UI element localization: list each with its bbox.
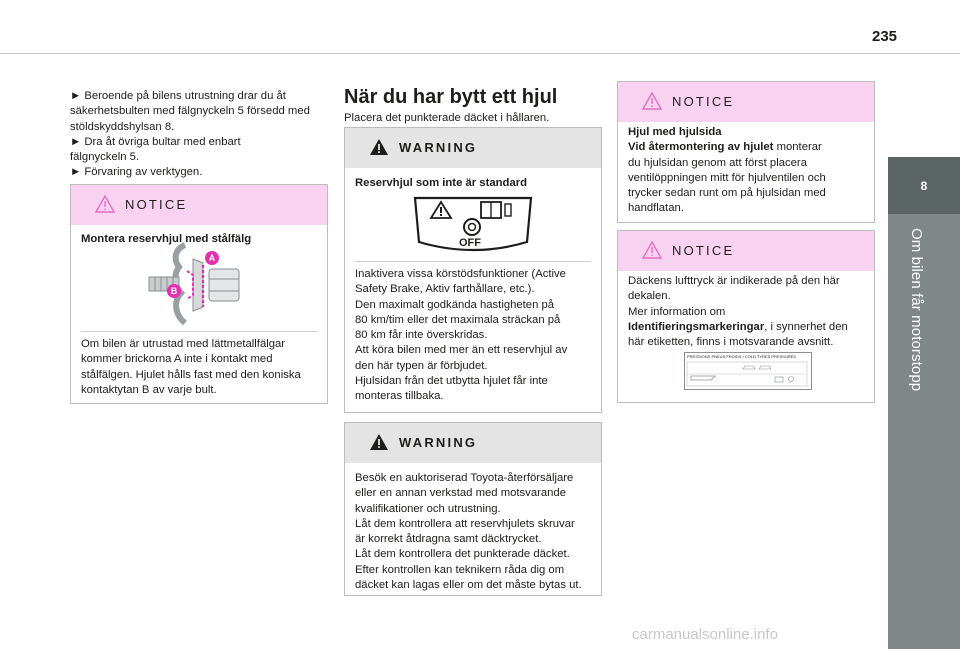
warning-header [345, 423, 601, 463]
warning-triangle-icon [369, 138, 389, 156]
section-intro: Placera det punkterade däcket i hållaren. [344, 112, 550, 124]
notice-line: kommer brickorna A inte i kontakt med [81, 353, 273, 366]
tyre-label-graphic [685, 360, 809, 388]
notice-line: du hjulsidan genom att först placera [628, 156, 807, 169]
caution-triangle-icon [642, 241, 662, 259]
warning-label: WARNING [399, 435, 478, 450]
instruction-line: säkerhetsbulten med fälgnyckeln 5 försedd med [70, 105, 310, 118]
notice-box-tyre-pressure [617, 230, 875, 403]
notice-label: NOTICE [125, 197, 188, 212]
instruction-line: fälgnyckeln 5. [70, 151, 140, 164]
notice-line: monterar [773, 141, 822, 154]
page-number: 235 [872, 28, 898, 45]
notice-box-steel-rim [70, 184, 328, 404]
notice-line: trycker sedan runt om på hjulsidan med [628, 187, 826, 200]
notice-line: Om bilen är utrustad med lättmetallfälgar [81, 338, 286, 350]
warning-line: Låt dem kontrollera det punkterade däcket. [355, 548, 570, 561]
warning-header [345, 128, 601, 168]
caution-triangle-icon [95, 195, 115, 213]
notice-line: dekalen. [628, 290, 671, 303]
notice-header [618, 231, 874, 271]
chapter-title: Om bilen får motorstopp [908, 227, 925, 392]
warning-line: Den maximalt godkända hastigheten på [355, 298, 555, 311]
notice-label: NOTICE [672, 243, 735, 258]
warning-line: är korrekt åtdragna samt däcktrycket. [355, 533, 542, 546]
notice-line: handflatan. [628, 202, 684, 215]
notice-line: här etiketten, finns i motsvarande avsnitt. [628, 336, 834, 349]
instruction-line: stöldskyddshylsan 8. [70, 120, 175, 133]
warning-label: WARNING [399, 140, 478, 155]
instruction-line: ► Dra åt övriga bultar med enbart [70, 135, 241, 148]
warning-text [345, 463, 601, 593]
notice-bold-term[interactable]: Identifieringsmarkeringar [628, 320, 765, 333]
off-badge: OFF [459, 237, 481, 249]
callout-a: A [205, 251, 219, 265]
instruction-list [70, 89, 330, 181]
instruction-line: ► Förvaring av verktygen. [70, 166, 203, 179]
separator [81, 331, 317, 332]
notice-line: kontaktytan B av varje bult. [81, 383, 217, 396]
notice-line: Däckens lufttryck är indikerade på den här [628, 275, 840, 287]
warning-text [345, 267, 577, 405]
notice-box-hubcap [617, 81, 875, 223]
section-title: När du har bytt ett hjul [344, 86, 558, 108]
notice-label: NOTICE [672, 94, 735, 109]
warning-line: 80 km/tim eller det maximala sträckan på [355, 313, 561, 326]
warning-line: den här typen är förbjudet. [355, 359, 488, 372]
warning-line: Efter kontrollen kan teknikern råda dig om [355, 563, 565, 576]
caution-triangle-icon [642, 92, 662, 110]
notice-subtitle: Montera reservhjul med stålfälg [81, 233, 252, 245]
warning-line: Safety Brake, Aktiv farthållare, etc.). [355, 283, 535, 296]
watermark: carmanualsonline.info [632, 626, 778, 643]
notice-subtitle: Hjul med hjulsida [628, 126, 722, 138]
warning-line: däcket kan lagas eller om det måste bytas ut. [355, 579, 582, 592]
notice-line: , i synnerhet den [764, 320, 848, 333]
tyre-pressure-label-image [684, 352, 812, 390]
warning-line: Besök en auktoriserad Toyota-återförsäljare [355, 472, 574, 484]
separator [355, 261, 591, 262]
warning-box-spare-wheel [344, 127, 602, 413]
notice-line: stålfälgen. Hjulet hålls fast med den koniska [81, 368, 301, 381]
notice-header [71, 185, 327, 225]
notice-subtitle-inline: Vid återmontering av hjulet [628, 141, 774, 154]
notice-text [71, 337, 311, 398]
warning-line: kvalifikationer och utrustning. [355, 502, 501, 515]
instruction-line: ► Beroende på bilens utrustning drar du åt [70, 90, 286, 102]
header-rule [0, 53, 960, 54]
warning-line: monteras tillbaka. [355, 390, 444, 403]
notice-text [618, 122, 874, 217]
notice-text [618, 271, 874, 350]
warning-line: Hjulsidan från det utbytta hjulet får inte [355, 375, 548, 388]
warning-line: 80 km får inte överskridas. [355, 329, 488, 342]
chapter-number-tab[interactable]: 8 [888, 157, 960, 214]
notice-header [618, 82, 874, 122]
tyre-label-title: PRESSIONS PNEUS FROIDS / COLD TYRES PRESSURES [687, 354, 797, 359]
warning-box-dealer [344, 422, 602, 596]
warning-line: Inaktivera vissa körstödsfunktioner (Active [355, 268, 566, 280]
warning-subtitle: Reservhjul som inte är standard [355, 177, 528, 189]
notice-line: ventilöppningen mitt för hjulventilen och [628, 171, 826, 184]
warning-triangle-icon [369, 433, 389, 451]
warning-line: eller en annan verkstad med motsvarande [355, 487, 566, 500]
wheel-bolt-illustration [145, 241, 257, 327]
warning-line: Att köra bilen med mer än ett reservhjul av [355, 344, 568, 357]
notice-line: Mer information om [628, 305, 726, 318]
callout-b: B [167, 284, 181, 298]
warning-line: Låt dem kontrollera att reservhjulets skruvar [355, 517, 575, 530]
